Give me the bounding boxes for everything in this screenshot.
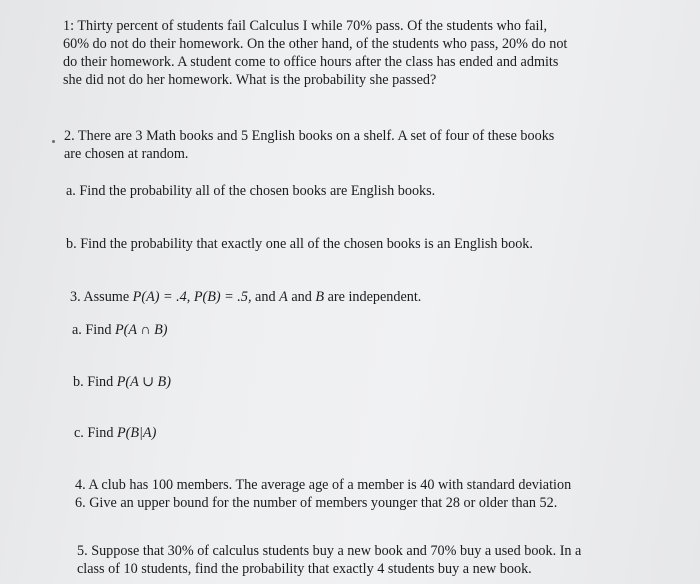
problem-2: [64, 127, 554, 163]
problem-3a: [72, 321, 168, 339]
problem-3a-expression: P(A ∩ B): [114, 322, 168, 338]
problem-3b: [73, 373, 171, 391]
problem-2-line-1: 2. There are 3 Math books and 5 English books on a shelf. A set of four of these books: [64, 128, 555, 144]
problem-2-line-2: are chosen at random.: [64, 146, 189, 162]
problem-4: [75, 476, 571, 512]
problem-5-line-2: class of 10 students, find the probability that exactly 4 students buy a new book.: [77, 561, 532, 577]
problem-3c-label: c. Find: [74, 425, 117, 441]
problem-3c-expression: P(B|A): [116, 425, 157, 441]
bullet-dot: [52, 140, 55, 143]
problem-3a-label: a. Find: [72, 322, 115, 338]
problem-3b-expression: P(A ∪ B): [116, 374, 171, 390]
problem-1-line-2: 60% do not do their homework. On the other hand, of the students who pass, 20% do not: [63, 36, 568, 52]
problem-3-var-a: A: [279, 289, 288, 305]
problem-1-line-3: do their homework. A student come to office hours after the class has ended and admits: [63, 54, 559, 70]
problem-1-line-1: 1: Thirty percent of students fail Calculus I while 70% pass. Of the students who fail,: [63, 18, 547, 34]
problem-3c: [74, 424, 156, 442]
problem-3b-label: b. Find: [73, 374, 117, 390]
problem-3-intro: [70, 288, 421, 306]
problem-3-probabilities: P(A) = .4, P(B) = .5,: [132, 289, 252, 305]
problem-2a: a. Find the probability all of the chosen books are English books.: [66, 183, 436, 199]
problem-2b: b. Find the probability that exactly one all of the chosen books is an English book.: [66, 236, 533, 252]
problem-3-and-1: and: [251, 289, 280, 305]
problem-4-line-2: 6. Give an upper bound for the number of members younger that 28 or older than 52.: [75, 495, 558, 511]
problem-5-line-1: 5. Suppose that 30% of calculus students buy a new book and 70% buy a used book. In a: [77, 543, 582, 559]
problem-3-suffix: are independent.: [324, 289, 422, 305]
problem-1: [63, 17, 567, 89]
problem-1-line-4: she did not do her homework. What is the probability she passed?: [63, 72, 437, 88]
problem-3-var-b: B: [315, 289, 325, 305]
problem-4-line-1: 4. A club has 100 members. The average age of a member is 40 with standard deviation: [75, 477, 572, 493]
problem-5: [77, 542, 581, 578]
problem-3-and-2: and: [287, 289, 316, 305]
problem-3-prefix: 3. Assume: [70, 289, 133, 305]
